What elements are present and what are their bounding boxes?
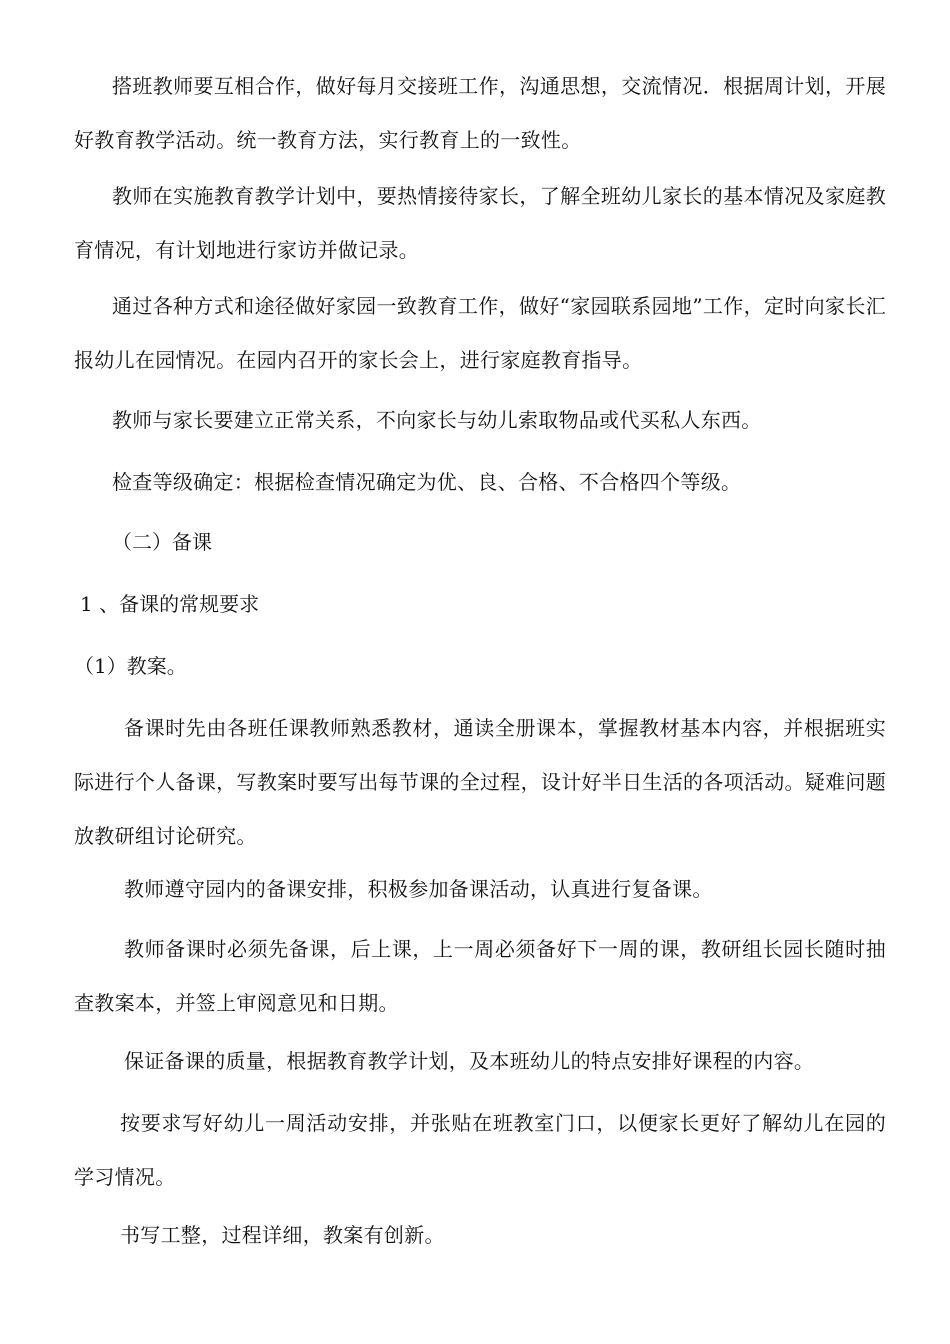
subsection-heading: 1 、备课的常规要求	[80, 592, 260, 616]
paragraph-parent-relations: 教师与家长要建立正常关系，不向家长与幼儿索取物品或代买私人东西。	[112, 408, 762, 432]
paragraph-home-school: 通过各种方式和途径做好家园一致教育工作，做好“家园联系园地”工作，定时向家长汇报幼儿在园情况。在园内召开的家长会上，进行家庭教育指导。	[74, 294, 886, 372]
paragraph-prep-quality: 保证备课的质量，根据教育教学计划，及本班幼儿的特点安排好课程的内容。	[124, 1049, 815, 1073]
paragraph-writing-neat: 书写工整，过程详细，教案有创新。	[120, 1223, 445, 1247]
paragraph-prep-before-class: 教师备课时必须先备课，后上课，上一周必须备好下一周的课，教研组长园长随时抽查教案本，并签上审阅意见和日期。	[74, 937, 886, 1015]
item-heading: （1）教案。	[74, 654, 187, 678]
paragraph-coordination: 搭班教师要互相合作，做好每月交接班工作，沟通思想，交流情况．根据周计划，开展好教育教学活动。统一教育方法，实行教育上的一致性。	[74, 74, 886, 152]
paragraph-lesson-prep: 备课时先由各班任课教师熟悉教材，通读全册课本，掌握教材基本内容，并根据班实际进行个人备课，写教案时要写出每节课的全过程，设计好半日生活的各项活动。疑难问题放教研组讨论研究。	[74, 716, 886, 848]
paragraph-weekly-schedule: 按要求写好幼儿一周活动安排，并张贴在班教室门口，以便家长更好了解幼儿在园的学习情况。	[74, 1111, 886, 1189]
paragraph-parent-reception: 教师在实施教育教学计划中，要热情接待家长，了解全班幼儿家长的基本情况及家庭教育情况，有计划地进行家访并做记录。	[74, 184, 886, 262]
paragraph-prep-schedule: 教师遵守园内的备课安排，积极参加备课活动，认真进行复备课。	[124, 877, 713, 901]
paragraph-grading: 检查等级确定：根据检查情况确定为优、良、合格、不合格四个等级。	[112, 470, 742, 494]
section-heading: （二）备课	[112, 530, 212, 554]
